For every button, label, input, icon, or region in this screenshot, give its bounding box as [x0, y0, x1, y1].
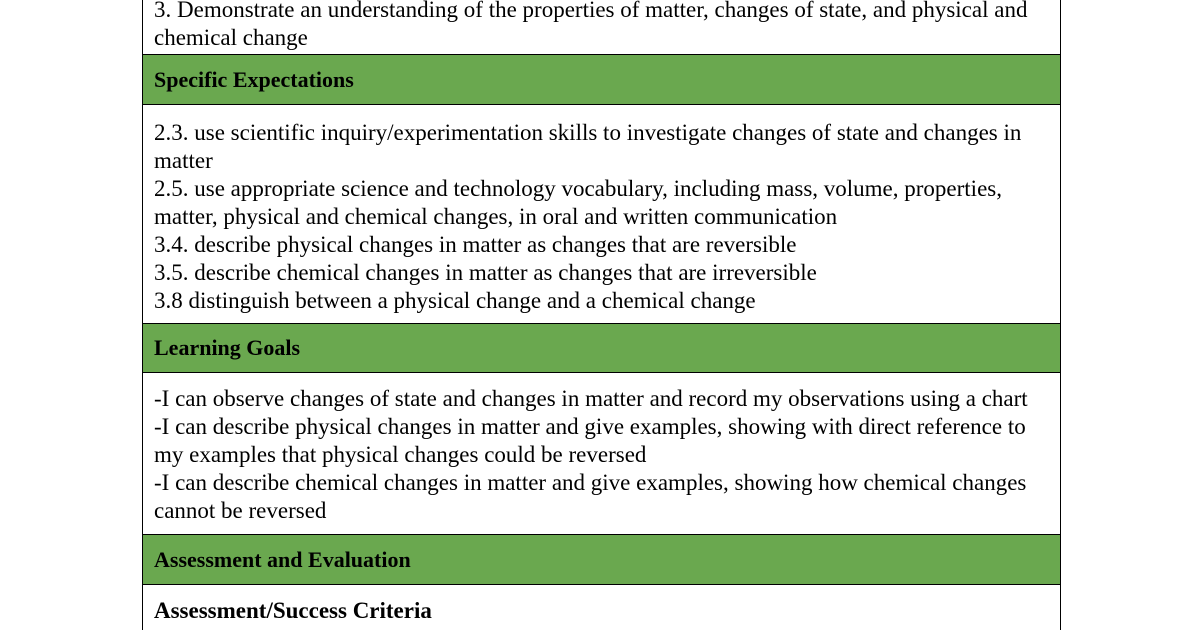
overall-expectation-cell	[143, 0, 1060, 55]
learning-goal-item: -I can describe chemical changes in matter and give examples, showing how chemical changes cannot be reversed	[154, 470, 1027, 523]
assessment-title: Assessment and Evaluation	[154, 546, 411, 572]
learning-goals-header	[143, 324, 1060, 373]
specific-expectation-item: 2.5. use appropriate science and technology vocabulary, including mass, volume, properties, matter, physical and chemical changes, in oral and written communication	[154, 176, 1002, 229]
specific-expectation-item: 3.5. describe chemical changes in matter as changes that are irreversible	[154, 260, 817, 285]
learning-goal-item: -I can observe changes of state and changes in matter and record my observations using a chart	[154, 386, 1028, 411]
specific-expectations-cell	[143, 105, 1060, 324]
overall-expectation-text: 3. Demonstrate an understanding of the properties of matter, changes of state, and physical and chemical change	[154, 0, 1028, 50]
specific-expectations-title: Specific Expectations	[154, 66, 354, 92]
assessment-cell	[143, 585, 1060, 630]
specific-expectations-header	[143, 55, 1060, 105]
curriculum-table	[142, 0, 1061, 630]
specific-expectation-item: 2.3. use scientific inquiry/experimentation skills to investigate changes of state and changes in matter	[154, 120, 1022, 173]
learning-goals-title: Learning Goals	[154, 335, 301, 360]
assessment-subheading: Assessment/Success Criteria	[154, 598, 432, 623]
specific-expectation-item: 3.8 distinguish between a physical change and a chemical change	[154, 288, 756, 313]
learning-goals-cell	[143, 373, 1060, 535]
specific-expectation-item: 3.4. describe physical changes in matter as changes that are reversible	[154, 232, 797, 257]
learning-goal-item: -I can describe physical changes in matter and give examples, showing with direct reference to my examples that physical changes could be reversed	[154, 414, 1026, 467]
assessment-header	[143, 535, 1060, 585]
